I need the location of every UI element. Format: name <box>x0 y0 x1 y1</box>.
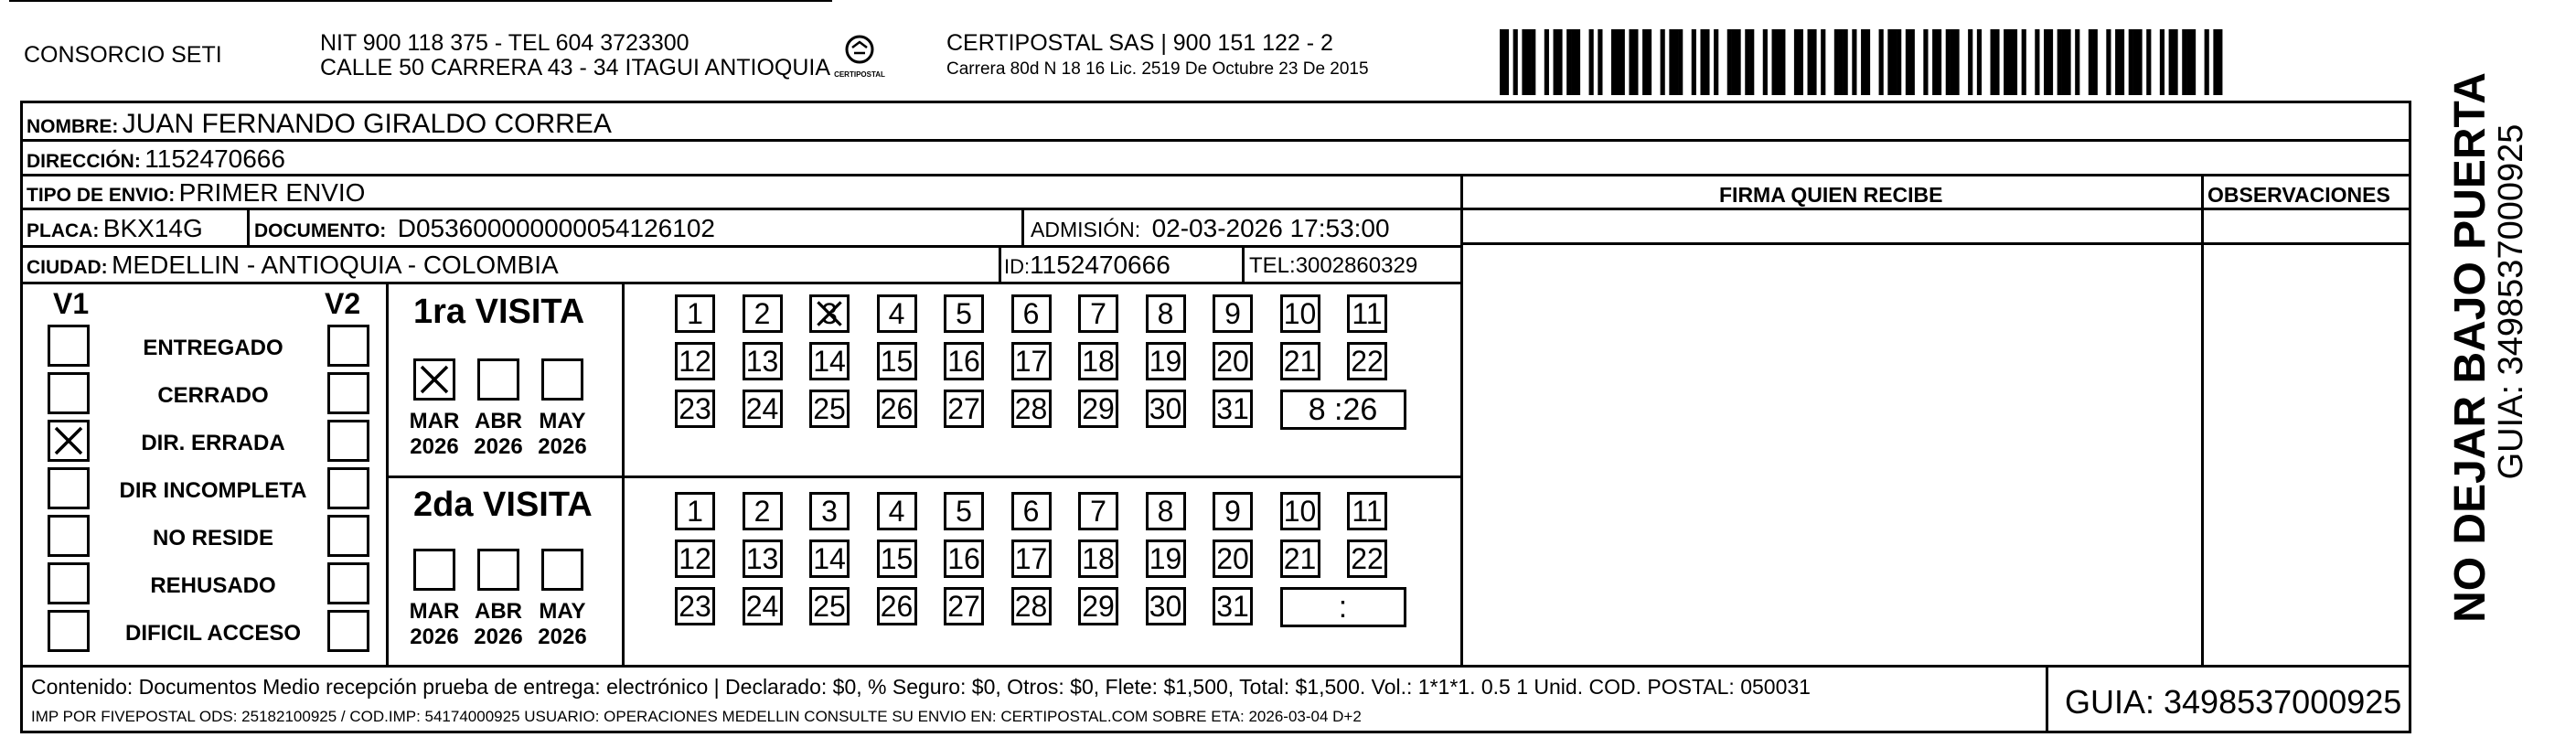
day-box[interactable] <box>1213 540 1253 578</box>
side-warning: NO DEJAR BAJO PUERTA <box>2446 72 2495 623</box>
day-number: 3 <box>821 495 838 528</box>
year-label: 2026 <box>474 434 523 459</box>
day-box[interactable] <box>743 390 783 428</box>
day-number: 10 <box>1283 297 1317 330</box>
placa-value: BKX14G <box>102 214 203 242</box>
day-number: 15 <box>880 542 914 575</box>
day-number: 13 <box>745 542 779 575</box>
day-box[interactable] <box>1146 492 1186 530</box>
day-number: 22 <box>1351 345 1384 378</box>
day-box[interactable] <box>743 540 783 578</box>
observaciones-header: OBSERVACIONES <box>2207 183 2390 207</box>
barcode <box>1500 29 2227 95</box>
day-box[interactable] <box>743 294 783 333</box>
day-box[interactable] <box>944 587 984 625</box>
col-rule <box>247 210 250 248</box>
certipostal-line-1: CERTIPOSTAL SAS | 900 151 122 - 2 <box>946 30 1333 56</box>
month-checkbox[interactable] <box>477 358 519 401</box>
col-rule <box>1242 248 1245 282</box>
tipo-envio-field <box>27 180 365 206</box>
day-number: 5 <box>956 297 972 330</box>
tipo-envio-value: PRIMER ENVIO <box>178 178 366 207</box>
day-box[interactable] <box>1347 492 1387 530</box>
day-number: 8 <box>1157 495 1174 528</box>
v2-checkbox[interactable] <box>327 515 369 557</box>
v2-checkbox[interactable] <box>327 372 369 414</box>
day-number: 4 <box>888 297 905 330</box>
row-rule <box>20 282 1460 284</box>
row-rule <box>20 174 2411 176</box>
day-number: 26 <box>880 590 914 623</box>
day-number: 23 <box>679 392 711 425</box>
day-number: 30 <box>1149 590 1182 623</box>
day-box[interactable] <box>1213 390 1253 428</box>
day-number: 19 <box>1149 345 1182 378</box>
day-number: 24 <box>745 590 779 623</box>
day-number: 24 <box>745 392 779 425</box>
month-label: ABR <box>475 599 522 624</box>
day-box[interactable] <box>1213 492 1253 530</box>
time-box[interactable]: : <box>1280 587 1406 627</box>
day-box[interactable] <box>877 492 917 530</box>
direccion-label: DIRECCIÓN: <box>27 151 141 172</box>
day-number: 27 <box>947 392 980 425</box>
day-number: 12 <box>679 345 711 378</box>
day-number: 7 <box>1090 495 1106 528</box>
direccion-value: 1152470666 <box>144 144 285 173</box>
day-number: 21 <box>1283 542 1317 575</box>
day-number: 18 <box>1082 345 1115 378</box>
certipostal-logo <box>832 31 887 81</box>
v1-checkbox[interactable] <box>48 515 90 557</box>
year-label: 2026 <box>410 625 459 649</box>
year-label: 2026 <box>538 625 587 649</box>
ciudad-value: MEDELLIN - ANTIOQUIA - COLOMBIA <box>112 251 559 279</box>
day-box[interactable] <box>1347 342 1387 380</box>
v1-label: V1 <box>53 287 90 320</box>
placa-label: PLACA: <box>27 220 100 241</box>
year-label: 2026 <box>410 434 459 459</box>
documento-label: DOCUMENTO: <box>254 220 387 241</box>
day-number: 11 <box>1352 495 1383 528</box>
month-label: MAR <box>409 599 460 624</box>
company-name: CONSORCIO SETI <box>24 42 222 68</box>
col-rule <box>2201 174 2204 665</box>
day-box[interactable] <box>1347 294 1387 333</box>
day-number: 29 <box>1082 590 1115 623</box>
day-number: 20 <box>1216 542 1249 575</box>
day-number: 17 <box>1014 542 1048 575</box>
day-box[interactable] <box>1078 540 1118 578</box>
tel-label: TEL: <box>1249 253 1296 278</box>
v1-checkbox[interactable] <box>48 467 90 509</box>
status-option-label: CERRADO <box>157 383 269 408</box>
day-box[interactable] <box>675 294 715 333</box>
row-rule <box>20 139 2411 142</box>
month-label: ABR <box>475 409 522 433</box>
day-box[interactable] <box>809 294 850 333</box>
admision-field <box>1031 216 1390 241</box>
day-box[interactable] <box>1146 540 1186 578</box>
v1-checkbox[interactable] <box>48 325 90 367</box>
documento-field <box>254 216 715 241</box>
day-box[interactable] <box>944 492 984 530</box>
row-rule <box>20 208 2411 210</box>
status-option-label: ENTREGADO <box>143 336 283 360</box>
visit2-title: 2da VISITA <box>413 486 593 524</box>
status-option-label: DIR. ERRADA <box>141 431 285 455</box>
col-rule <box>1460 284 1463 665</box>
col-rule <box>1021 210 1024 245</box>
month-checkbox[interactable] <box>413 549 455 591</box>
day-number: 29 <box>1082 392 1115 425</box>
v1-checkbox[interactable] <box>48 420 90 462</box>
day-box[interactable] <box>1280 540 1320 578</box>
v2-checkbox[interactable] <box>327 562 369 604</box>
tel-value: 3002860329 <box>1295 253 1418 278</box>
month-checkbox[interactable] <box>413 358 455 401</box>
day-number: 21 <box>1283 345 1317 378</box>
documento-value: D053600000000054126102 <box>397 214 715 242</box>
month-label: MAR <box>409 409 460 433</box>
day-number: 22 <box>1351 542 1384 575</box>
nombre-label: NOMBRE: <box>27 116 119 137</box>
day-number: 11 <box>1352 297 1383 330</box>
day-box[interactable] <box>877 342 917 380</box>
day-box[interactable] <box>1213 294 1253 333</box>
day-box[interactable] <box>1280 492 1320 530</box>
day-box[interactable] <box>1078 587 1118 625</box>
day-number: 16 <box>947 542 980 575</box>
v2-checkbox[interactable] <box>327 325 369 367</box>
admision-value: 02-03-2026 17:53:00 <box>1151 214 1390 242</box>
day-box[interactable] <box>1011 342 1052 380</box>
day-box[interactable] <box>809 342 850 380</box>
day-box[interactable] <box>675 492 715 530</box>
visit1-title: 1ra VISITA <box>413 293 585 331</box>
day-box[interactable] <box>1146 587 1186 625</box>
footer-content: Contenido: Documentos Medio recepción prueba de entrega: electrónico | Declarado: $0, % Seguro: $0, Otros: $0, Flete: $1,500, Total: $1,500. Vol.: 1*1*1. 0.5 1 Unid. COD. POSTAL: 050031 <box>31 675 1811 699</box>
day-box[interactable] <box>1280 342 1320 380</box>
direccion-field <box>27 146 285 172</box>
col-rule <box>2046 665 2048 733</box>
day-number: 26 <box>880 392 914 425</box>
v1-checkbox[interactable] <box>48 372 90 414</box>
top-rule <box>9 0 832 2</box>
day-box[interactable] <box>944 540 984 578</box>
day-number: 9 <box>1224 495 1241 528</box>
day-number: 5 <box>956 495 972 528</box>
col-rule <box>622 284 625 665</box>
day-number: 23 <box>679 590 711 623</box>
firma-header: FIRMA QUIEN RECIBE <box>1719 183 1943 207</box>
nit-line: NIT 900 118 375 - TEL 604 3723300 <box>320 30 689 56</box>
tipo-envio-label: TIPO DE ENVIO: <box>27 185 176 206</box>
placa-field <box>27 216 203 241</box>
day-number: 9 <box>1224 297 1241 330</box>
logo-text: CERTIPOSTAL <box>834 70 885 79</box>
day-number: 27 <box>947 590 980 623</box>
day-box[interactable] <box>877 390 917 428</box>
v2-checkbox[interactable] <box>327 467 369 509</box>
month-label: MAY <box>539 599 586 624</box>
day-number: 25 <box>813 392 846 425</box>
day-number: 25 <box>813 590 846 623</box>
month-checkbox[interactable] <box>541 549 583 591</box>
day-box[interactable] <box>1011 492 1052 530</box>
day-box[interactable] <box>743 587 783 625</box>
day-box[interactable] <box>1213 587 1253 625</box>
day-box[interactable] <box>1011 540 1052 578</box>
day-number: 20 <box>1216 345 1249 378</box>
day-number: 19 <box>1149 542 1182 575</box>
day-number: 18 <box>1082 542 1115 575</box>
day-number: 31 <box>1216 392 1249 425</box>
day-number: 10 <box>1283 495 1317 528</box>
day-box[interactable] <box>1146 294 1186 333</box>
status-option-label: REHUSADO <box>150 573 276 598</box>
v2-checkbox[interactable] <box>327 420 369 462</box>
day-box[interactable] <box>1213 342 1253 380</box>
day-number: 16 <box>947 345 980 378</box>
day-number: 28 <box>1014 392 1048 425</box>
address-line: CALLE 50 CARRERA 43 - 34 ITAGUI ANTIOQUIA <box>320 55 831 80</box>
status-option-label: DIR INCOMPLETA <box>119 478 307 503</box>
row-rule <box>1460 242 2411 245</box>
day-box[interactable] <box>675 540 715 578</box>
day-box[interactable] <box>877 294 917 333</box>
month-checkbox[interactable] <box>477 549 519 591</box>
day-number: 17 <box>1014 345 1048 378</box>
day-box[interactable] <box>1011 587 1052 625</box>
day-box[interactable] <box>1011 390 1052 428</box>
day-box[interactable] <box>1078 492 1118 530</box>
day-box[interactable] <box>1011 294 1052 333</box>
day-box[interactable] <box>809 587 850 625</box>
status-option-label: DIFICIL ACCESO <box>124 621 302 646</box>
day-box[interactable] <box>743 492 783 530</box>
day-number: 31 <box>1216 590 1249 623</box>
day-box[interactable] <box>1280 294 1320 333</box>
side-guia: GUIA: 3498537000925 <box>2492 123 2530 480</box>
time-box[interactable]: 8 :26 <box>1280 390 1406 430</box>
day-number: 1 <box>687 297 703 330</box>
day-number: 8 <box>1157 297 1174 330</box>
visit-divider <box>386 476 1460 478</box>
day-box[interactable] <box>675 587 715 625</box>
col-rule <box>999 248 1001 282</box>
v2-label: V2 <box>325 287 361 320</box>
day-number: 4 <box>888 495 905 528</box>
day-number: 14 <box>813 542 846 575</box>
day-number: 14 <box>813 345 846 378</box>
day-number: 13 <box>745 345 779 378</box>
day-number: 2 <box>754 495 771 528</box>
day-number: 30 <box>1149 392 1182 425</box>
day-box[interactable] <box>809 492 850 530</box>
ciudad-label: CIUDAD: <box>27 257 108 278</box>
id-field <box>1004 252 1170 278</box>
day-box[interactable] <box>944 342 984 380</box>
day-number: 6 <box>1022 495 1040 528</box>
year-label: 2026 <box>538 434 587 459</box>
day-box[interactable] <box>1146 342 1186 380</box>
day-box[interactable] <box>944 294 984 333</box>
day-box[interactable] <box>877 587 917 625</box>
day-box[interactable] <box>1146 390 1186 428</box>
v1-checkbox[interactable] <box>48 562 90 604</box>
day-number: 2 <box>754 297 771 330</box>
day-box[interactable] <box>1078 294 1118 333</box>
nombre-value: JUAN FERNANDO GIRALDO CORREA <box>122 109 612 139</box>
day-number: 12 <box>679 542 711 575</box>
id-value: 1152470666 <box>1030 251 1170 279</box>
nombre-field <box>27 111 612 138</box>
month-checkbox[interactable] <box>541 358 583 401</box>
day-number: 7 <box>1090 297 1106 330</box>
day-box[interactable] <box>809 390 850 428</box>
tel-field <box>1249 255 1417 277</box>
day-box[interactable] <box>944 390 984 428</box>
day-box[interactable] <box>1078 390 1118 428</box>
row-rule <box>20 665 2411 668</box>
day-number: 3 <box>821 297 838 330</box>
day-box[interactable] <box>675 390 715 428</box>
v2-checkbox[interactable] <box>327 610 369 652</box>
certipostal-line-2: Carrera 80d N 18 16 Lic. 2519 De Octubre 23 De 2015 <box>946 59 1369 79</box>
id-label: ID: <box>1004 255 1031 278</box>
status-option-label: NO RESIDE <box>152 526 274 550</box>
v1-checkbox[interactable] <box>48 610 90 652</box>
day-box[interactable] <box>809 540 850 578</box>
day-number: 6 <box>1022 297 1040 330</box>
footer-guia: GUIA: 3498537000925 <box>2065 683 2402 721</box>
day-box[interactable] <box>1347 540 1387 578</box>
day-box[interactable] <box>743 342 783 380</box>
admision-label: ADMISIÓN: <box>1031 218 1141 241</box>
footer-print-info: IMP POR FIVEPOSTAL ODS: 25182100925 / COD.IMP: 54174000925 USUARIO: OPERACIONES MEDELLIN CONSULTE SU ENVIO EN: CERTIPOSTAL.COM SOBRE ETA: 2026-03-04 D+2 <box>31 708 1362 725</box>
ciudad-field <box>27 252 559 278</box>
day-box[interactable] <box>877 540 917 578</box>
day-number: 15 <box>880 345 914 378</box>
day-number: 28 <box>1014 590 1048 623</box>
col-rule <box>386 284 389 665</box>
year-label: 2026 <box>474 625 523 649</box>
day-x-mark <box>812 297 847 330</box>
day-number: 1 <box>687 495 703 528</box>
day-box[interactable] <box>675 342 715 380</box>
month-label: MAY <box>539 409 586 433</box>
day-box[interactable] <box>1078 342 1118 380</box>
